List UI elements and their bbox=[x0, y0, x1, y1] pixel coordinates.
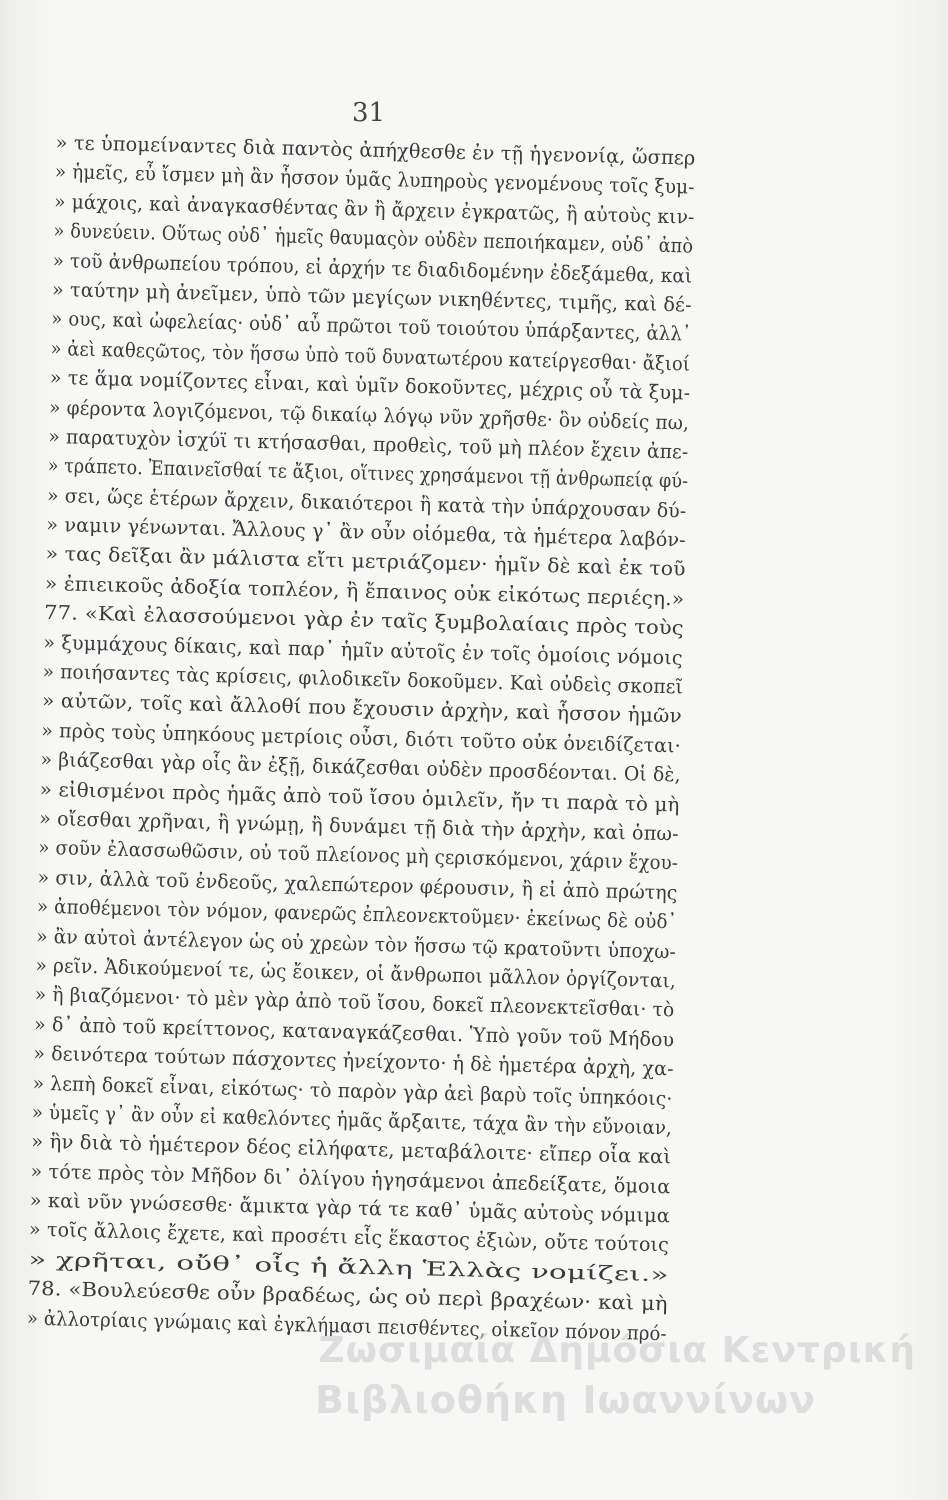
text-line: » λεπὴ δοκεῖ εἶναι, εἰκότως· τὸ παρὸν γὰρ ἀεὶ βαρὺ τοῖς ὑπηκόοις· bbox=[32, 1071, 673, 1110]
text-line: » ποιήσαντες τὰς κρίσεις, φιλοδικεῖν δοκοῦμεν. Καὶ οὐδεὶς σκοπεῖ bbox=[42, 659, 684, 699]
text-line: » ἀλλοτρίαις γνώμαις καὶ ἐγκλήμασι πεισθέντες, οἰκεῖον πόνον πρό- bbox=[26, 1306, 667, 1345]
text-line: » τοῖς ἄλλοις ἔχετε, καὶ προσέτι εἷς ἕκαστος ἐξιὼν, οὔτε τούτοις bbox=[28, 1218, 670, 1257]
text-line: » τοῦ ἀνθρωπείου τρόπου, εἰ ἀρχήν τε διαδιδομένην ἐδεξάμεθα, καὶ bbox=[52, 248, 693, 288]
text-line: » τότε πρὸς τὸν Μῆδον δι᾽ ὀλίγου ἡγησάμενοι ἀπεδείξατε, ὅμοια bbox=[30, 1159, 671, 1198]
text-line: » δεινότερα τούτων πάσχοντες ἠνείχοντο· ἡ δὲ ἡμετέρα ἀρχὴ, χα- bbox=[33, 1041, 674, 1081]
text-line: 78. «Βουλεύεσθε οὖν βραδέως, ὡς οὐ περὶ βραχέων· καὶ μὴ bbox=[27, 1276, 668, 1316]
text-line: » τράπετο. Ἐπαινεῖσθαί τε ἄξιοι, οἵτινες χρησάμενοι τῇ ἀνθρωπείᾳ φύ- bbox=[47, 454, 689, 493]
text-line: » ταύτην μὴ ἀνεῖμεν, ὑπὸ τῶν μεγίςων νικηθέντες, τιμῆς, καὶ δέ- bbox=[51, 277, 692, 317]
text-line: » δυνεύειν. Οὕτως οὐδ᾽ ἡμεῖς θαυμαςὸν οὐδὲν πεποιήκαμεν, οὐδ᾽ ἀπὸ bbox=[53, 219, 694, 258]
text-line: » τε ἅμα νομίζοντες εἶναι, καὶ ὑμῖν δοκοῦντες, μέχρις οὗ τὰ ξυμ- bbox=[49, 366, 691, 405]
text-line: » τε ὑπομείναντες διὰ παντὸς ἀπήχθεσθε ἐν τῇ ἡγενονίᾳ, ὥσπερ bbox=[55, 130, 696, 170]
body-text bbox=[27, 128, 716, 1349]
text-line: » ξυμμάχους δίκαις, καὶ παρ᾽ ἡμῖν αὐτοῖς ἐν τοῖς ὁμοίοις νόμοις bbox=[43, 630, 684, 670]
text-line: » παρατυχὸν ἰσχύϊ τι κτήσασθαι, προθεὶς, τοῦ μὴ πλέον ἔχειν ἀπε- bbox=[48, 424, 689, 464]
text-line: » ἐπιεικοῦς ἀδοξία τοπλέον, ἢ ἔπαινος οὐκ εἰκότως περιέςη.» bbox=[44, 571, 685, 611]
text-line: » μάχοις, καὶ ἀναγκασθέντας ἂν ἢ ἄρχειν ἐγκρατῶς, ἢ αὐτοὺς κιν- bbox=[53, 189, 695, 229]
text-line: » βιάζεσθαι γὰρ οἷς ἂν ἐξῇ, δικάζεσθαι οὐδὲν προσδέονται. Οἱ δὲ, bbox=[40, 748, 682, 787]
text-line: » ἡμεῖς, εὖ ἴσμεν μὴ ἂν ἧσσον ὑμᾶς λυπηροὺς γενομένους τοῖς ξυμ- bbox=[54, 160, 695, 200]
text-line: » οἴεσθαι χρῆναι, ἢ γνώμῃ, ἢ δυνάμει τῇ διὰ τὴν ἀρχὴν, καὶ ὁπω- bbox=[38, 806, 680, 846]
text-line: » φέροντα λογιζόμενοι, τῷ δικαίῳ λόγῳ νῦν χρῆσθε· ὃν οὐδείς πω, bbox=[48, 395, 690, 435]
text-line: » τας δεῖξαι ἂν μάλιστα εἴτι μετριάζομεν· ἡμῖν δὲ καὶ ἐκ τοῦ bbox=[45, 542, 686, 581]
text-line: » ἂν αὐτοὶ ἀντέλεγον ὡς οὐ χρεὼν τὸν ἥσσω τῷ κρατοῦντι ὑποχω- bbox=[35, 924, 677, 963]
text-line: » πρὸς τοὺς ὑπηκόους μετρίοις οὖσι, διότι τοῦτο οὐκ ὀνειδίζεται· bbox=[41, 718, 682, 758]
text-line: » σοῦν ἐλασσωθῶσιν, οὐ τοῦ πλείονος μὴ ςερισκόμενοι, χάριν ἔχου- bbox=[38, 836, 679, 875]
text-line: » σει, ὥςε ἑτέρων ἄρχειν, δικαιότεροι ἢ κατὰ τὴν ὑπάρχουσαν δύ- bbox=[46, 483, 687, 523]
text-line: » ρεῖν. Ἀδικούμενοί τε, ὡς ἔοικεν, οἱ ἄνθρωποι μᾶλλον ὀργίζονται, bbox=[35, 953, 677, 993]
text-line: » δ᾽ ἀπὸ τοῦ κρείττονος, καταναγκάζεσθαι. Ὑπὸ γοῦν τοῦ Μήδου bbox=[33, 1012, 675, 1052]
page-number: 31 bbox=[352, 98, 386, 128]
text-line: » ἣν διὰ τὸ ἡμέτερον δέος εἰλήφατε, μεταβάλοιτε· εἴπερ οἷα καὶ bbox=[30, 1129, 672, 1169]
text-line: » αὐτῶν, τοῖς καὶ ἄλλοθί που ἔχουσιν ἀρχὴν, καὶ ἧσσον ἡμῶν bbox=[41, 689, 683, 728]
library-watermark-line-1: Ζωσιμαία Δημόσια Κεντρική bbox=[318, 1330, 916, 1371]
text-line: » καὶ νῦν γνώσεσθε· ἄμικτα γὰρ τά τε καθ᾽ ὑμᾶς αὐτοὺς νόμιμα bbox=[29, 1188, 671, 1228]
text-line: » ἀποθέμενοι τὸν νόμον, φανερῶς ἐπλεονεκτοῦμεν· ἐκείνως δὲ οὐδ᾽ bbox=[36, 894, 678, 934]
library-watermark-line-2: Βιβλιοθήκη Ιωαννίνων bbox=[314, 1378, 816, 1422]
text-line: » ἀεὶ καθεςῶτος, τὸν ἥσσω ὑπὸ τοῦ δυνατωτέρου κατείργεσθαι· ἄξιοί bbox=[50, 336, 691, 376]
text-line: » ὑμεῖς γ᾽ ἂν οὖν εἰ καθελόντες ἡμᾶς ἄρξαιτε, τάχα ἂν τὴν εὔνοιαν, bbox=[31, 1100, 673, 1140]
text-line: » ους, καὶ ὠφελείας· οὐδ᾽ αὖ πρῶτοι τοῦ τοιούτου ὑπάρξαντες, ἀλλ᾽ bbox=[51, 307, 692, 346]
text-line: » χρῆται, οὔθ᾽ οἷς ἡ ἄλλη Ἑλλὰς νομίζει.» bbox=[28, 1247, 669, 1287]
text-line: » ναμιν γένωνται. Ἄλλους γ᾽ ἂν οὖν οἰόμεθα, τὰ ἡμέτερα λαβόν- bbox=[46, 512, 687, 552]
text-line: » σιν, ἀλλὰ τοῦ ἐνδεοῦς, χαλεπώτερον φέρουσιν, ἢ εἰ ἀπὸ πρώτης bbox=[37, 865, 678, 905]
text-line: 77. «Καὶ ἐλασσούμενοι γὰρ ἐν ταῖς ξυμβολαίαις πρὸς τοὺς bbox=[43, 601, 685, 640]
text-line: » ἢ βιαζόμενοι· τὸ μὲν γὰρ ἀπὸ τοῦ ἴσου, δοκεῖ πλεονεκτεῖσθαι· τὸ bbox=[34, 983, 675, 1022]
text-line: » εἰθισμένοι πρὸς ἡμᾶς ἀπὸ τοῦ ἴσου ὁμιλεῖν, ἤν τι παρὰ τὸ μὴ bbox=[39, 777, 680, 817]
